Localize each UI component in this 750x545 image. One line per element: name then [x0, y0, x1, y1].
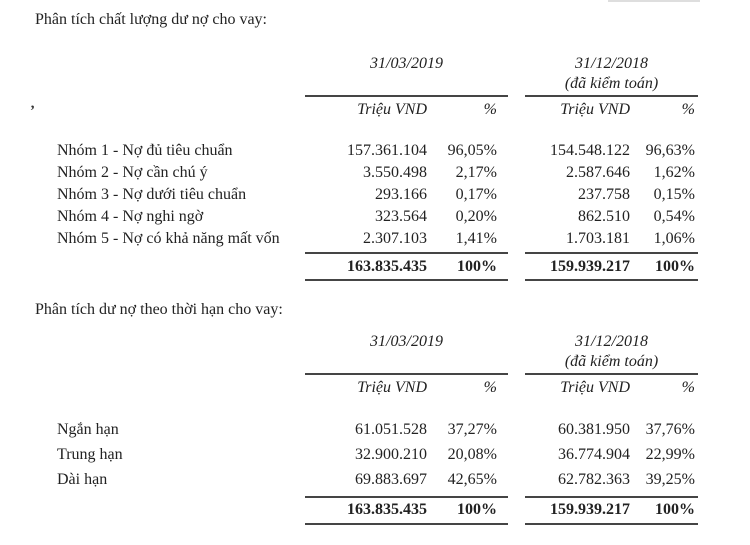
percent-2018: 96,63%: [645, 142, 695, 159]
table-row: [0, 421, 698, 446]
table1-colgroup-2018: [525, 55, 698, 121]
section1-heading: Phân tích chất lượng dư nợ cho vay:: [35, 11, 267, 28]
value-2018: 237.758: [578, 186, 630, 203]
row-label: Nhóm 4 - Nợ nghi ngờ: [57, 208, 204, 225]
row-label: Nhóm 3 - Nợ dưới tiêu chuẩn: [57, 186, 247, 203]
value-2018: 1.703.181: [566, 230, 630, 247]
total-row: [0, 498, 698, 523]
column-note: (đã kiểm toán): [564, 75, 659, 92]
row-label: Nhóm 1 - Nợ đủ tiêu chuẩn: [57, 142, 233, 159]
column-note: [305, 75, 508, 95]
total-rule: [0, 279, 698, 281]
loan-term-table: [0, 333, 698, 525]
column-unit-label: Triệu VND: [560, 379, 630, 396]
value-2019: 61.051.528: [355, 421, 427, 438]
value-2019: 2.307.103: [363, 230, 427, 247]
column-percent-label: %: [681, 379, 695, 396]
column-date: 31/03/2019: [370, 333, 443, 350]
column-percent-label: %: [681, 101, 695, 118]
table1-colgroup-2019: [305, 55, 508, 121]
total-rule: [0, 523, 698, 525]
total-value-2019: 163.835.435: [347, 501, 427, 518]
scan-edge-artifact: [608, 0, 700, 2]
total-percent-2019: 100%: [457, 501, 497, 518]
value-2019: 32.900.210: [355, 446, 427, 463]
row-label: Ngắn hạn: [57, 421, 119, 438]
column-date: 31/12/2018: [575, 55, 648, 72]
column-unit-label: Triệu VND: [357, 379, 427, 396]
value-2018: 36.774.904: [558, 446, 630, 463]
percent-2019: 96,05%: [447, 142, 497, 159]
row-label: Nhóm 5 - Nợ có khả năng mất vốn: [57, 230, 280, 247]
percent-2018: 37,76%: [645, 421, 695, 438]
table2-header: [0, 333, 698, 399]
column-percent-label: %: [483, 101, 497, 118]
value-2018: 2.587.646: [566, 164, 630, 181]
section2-heading: Phân tích dư nợ theo thời hạn cho vay:: [35, 301, 283, 318]
percent-2019: 0,20%: [455, 208, 497, 225]
total-percent-2018: 100%: [655, 258, 695, 275]
column-unit-label: Triệu VND: [560, 101, 630, 118]
value-2019: 69.883.697: [355, 471, 427, 488]
percent-2019: 0,17%: [455, 186, 497, 203]
table-row: [0, 164, 698, 186]
value-2019: 157.361.104: [347, 142, 427, 159]
total-percent-2018: 100%: [655, 501, 695, 518]
percent-2019: 1,41%: [455, 230, 497, 247]
table-row: [0, 142, 698, 164]
percent-2018: 22,99%: [645, 446, 695, 463]
total-row: [0, 254, 698, 279]
percent-2018: 1,06%: [653, 230, 695, 247]
percent-2018: 1,62%: [653, 164, 695, 181]
total-value-2019: 163.835.435: [347, 258, 427, 275]
percent-2018: 0,15%: [653, 186, 695, 203]
percent-2018: 39,25%: [645, 471, 695, 488]
row-label: Nhóm 2 - Nợ cần chú ý: [57, 164, 208, 181]
value-2019: 323.564: [375, 208, 427, 225]
percent-2019: 2,17%: [455, 164, 497, 181]
table-row: [0, 208, 698, 230]
value-2018: 154.548.122: [550, 142, 630, 159]
table-row: [0, 230, 698, 252]
percent-2019: 37,27%: [447, 421, 497, 438]
total-percent-2019: 100%: [457, 258, 497, 275]
table1-header: [0, 55, 698, 121]
value-2018: 60.381.950: [558, 421, 630, 438]
column-note: (đã kiểm toán): [564, 353, 659, 370]
loan-quality-table: [0, 55, 698, 281]
table2-colgroup-2019: [305, 333, 508, 399]
table-row: [0, 446, 698, 471]
percent-2019: 20,08%: [447, 446, 497, 463]
row-label: Trung hạn: [57, 446, 123, 463]
table2-colgroup-2018: [525, 333, 698, 399]
value-2019: 293.166: [375, 186, 427, 203]
total-value-2018: 159.939.217: [550, 501, 630, 518]
column-percent-label: %: [483, 379, 497, 396]
column-note: [305, 353, 508, 373]
column-date: 31/12/2018: [575, 333, 648, 350]
percent-2018: 0,54%: [653, 208, 695, 225]
row-label: Dài hạn: [57, 471, 108, 488]
subtotal-rule: [0, 496, 698, 498]
column-unit-label: Triệu VND: [357, 101, 427, 118]
subtotal-rule: [0, 252, 698, 254]
table-row: [0, 186, 698, 208]
table-row: [0, 471, 698, 496]
value-2018: 862.510: [578, 208, 630, 225]
percent-2019: 42,65%: [447, 471, 497, 488]
column-date: 31/03/2019: [370, 55, 443, 72]
value-2018: 62.782.363: [558, 471, 630, 488]
total-value-2018: 159.939.217: [550, 258, 630, 275]
value-2019: 3.550.498: [363, 164, 427, 181]
stray-scan-mark: ’: [30, 103, 35, 119]
